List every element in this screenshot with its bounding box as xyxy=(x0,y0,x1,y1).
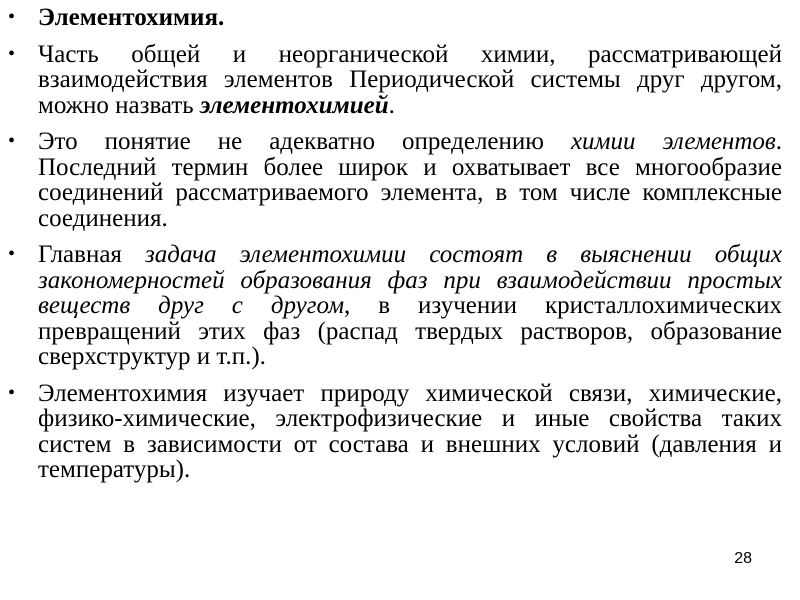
bullet-text: Это понятие не адекватно определению xyxy=(38,128,571,155)
bullet-emphasis: элементохимией xyxy=(199,91,389,119)
bullet-text: Элементохимия изучает природу химической связи, химические, физико-химические, электрофизические и иные свойства таких систем в зависимости от состава и внешних условий (давления и температуры). xyxy=(38,379,782,483)
slide-title: Элементохимия. xyxy=(38,4,225,31)
bullet-dot-icon: • xyxy=(8,381,16,404)
bullet-item-task xyxy=(0,242,800,370)
bullet-item-title xyxy=(0,5,800,31)
bullet-text: Часть общей и неорганической химии, рассматривающей взаимодействия элементов Периодической системы друг другом, можно назвать xyxy=(38,40,782,119)
bullet-dot-icon: • xyxy=(8,243,16,265)
bullet-list xyxy=(0,5,800,494)
page-number: 28 xyxy=(734,550,752,567)
bullet-text: . Последний термин более широк и охватывает все многообразие соединений рассматриваемого элемента, в том числе комплексные соединения. xyxy=(38,128,782,232)
bullet-text: Главная xyxy=(38,241,146,268)
bullet-emphasis: химии элементов xyxy=(570,128,776,155)
bullet-emphasis: задача элементохимии состоят в выяснении общих закономерностей образования фаз при взаимодействии простых веществ друг с другом xyxy=(38,241,782,319)
bullet-dot-icon: • xyxy=(8,130,16,152)
bullet-item-scope xyxy=(0,381,800,483)
bullet-dot-icon: • xyxy=(8,6,16,28)
bullet-text: . xyxy=(388,91,395,119)
bullet-item-comparison xyxy=(0,129,800,231)
bullet-item-definition xyxy=(0,42,800,119)
bullet-dot-icon: • xyxy=(8,42,16,65)
bullet-text: , в изучении кристаллохимических превращений этих фаз (распад твердых растворов, образование сверхструктур и т.п.). xyxy=(38,292,782,370)
